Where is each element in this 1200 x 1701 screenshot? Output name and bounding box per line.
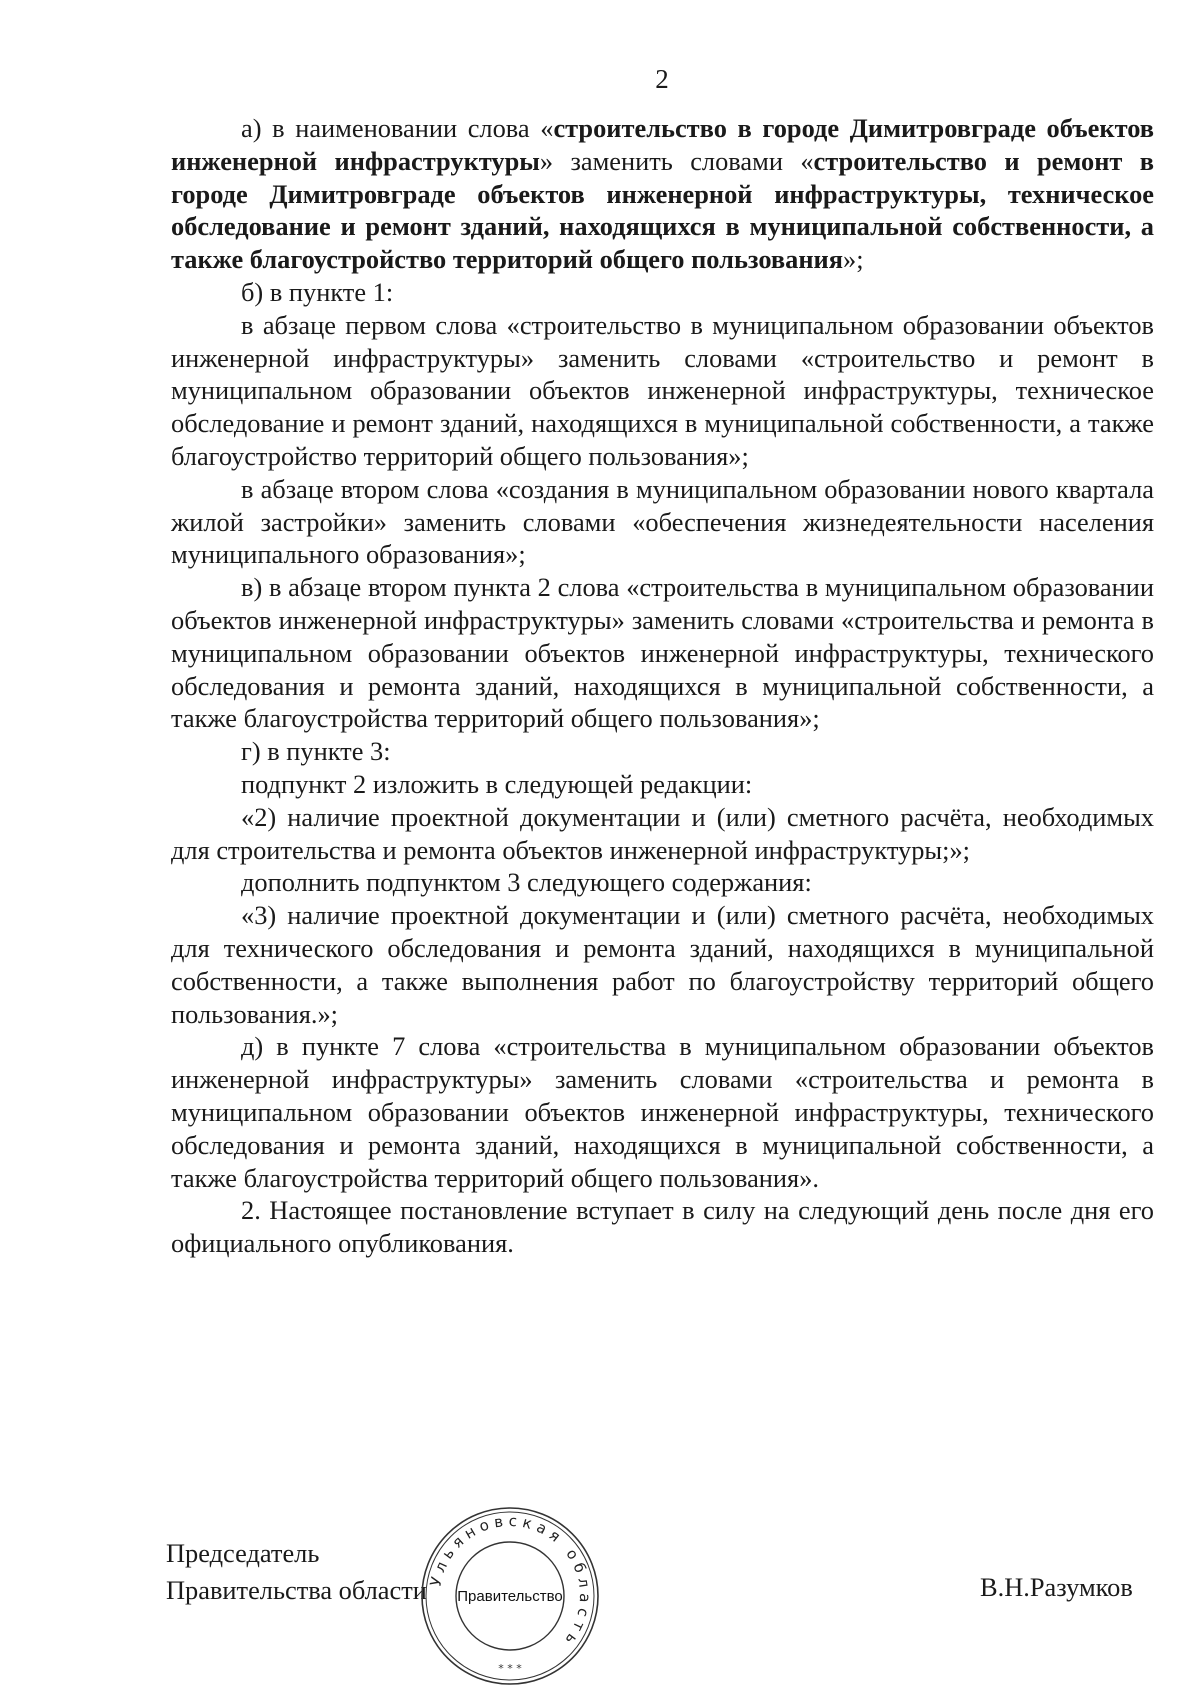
paragraph-b: б) в пункте 1:: [241, 276, 394, 307]
paragraph-g2: «2) наличие проектной документации и (или) сметного расчёта, необходимых для строительства и ремонта объектов инженерной инфраструктуры;»;: [171, 801, 1154, 865]
paragraph-b2: в абзаце втором слова «создания в муниципальном образовании нового квартала жилой застройки» заменить словами «обеспечения жизнедеятельности населения муниципального образования»;: [171, 473, 1154, 570]
paragraph-a-part: » заменить словами «: [539, 145, 814, 176]
seal-stars: * * *: [498, 1662, 522, 1675]
paragraph-a-bold-old: строительство в городе Димитровграде объектов инженерной инфраструктуры: [171, 113, 1154, 176]
signatory-title: [166, 1535, 427, 1609]
paragraph-2: 2. Настоящее постановление вступает в силу на следующий день после дня его официального опубликования.: [171, 1195, 1154, 1259]
paragraph-b1: в абзаце первом слова «строительство в муниципальном образовании объектов инженерной инфраструктуры» заменить словами «строительство и ремонт в муниципальном образовании объектов инженерной инфраструктуры, техническое обследование и ремонт зданий, находящихся в муниципальной собственности, а также благоустройство территорий общего пользования»;: [171, 309, 1154, 471]
signatory-title-line2: Правительства области: [166, 1575, 427, 1605]
signatory-title-line1: Председатель: [166, 1538, 320, 1568]
paragraph-a-part: а) в наименовании слова «: [241, 113, 554, 143]
paragraph-g1: подпункт 2 изложить в следующей редакции:: [241, 768, 753, 799]
paragraph-v: в) в абзаце втором пункта 2 слова «строительства в муниципальном образовании объектов инженерной инфраструктуры» заменить словами «строительства и ремонта в муниципальном образовании объектов инженерной инфраструктуры, технического обследования и ремонта зданий, находящихся в муниципальной собственности, а также благоустройства территорий общего пользования»;: [171, 572, 1154, 734]
seal-center-text: Правительство: [457, 1588, 563, 1605]
paragraph-a-part: »;: [843, 244, 864, 275]
official-seal: [418, 1504, 602, 1688]
page-number: 2: [655, 64, 669, 94]
signatory-name: В.Н.Разумков: [980, 1572, 1133, 1602]
paragraph-g: г) в пункте 3:: [241, 736, 391, 767]
seal-ring-text: Ульяновская область: [426, 1511, 595, 1653]
paragraph-a: [171, 112, 1154, 276]
document-body: [171, 112, 1154, 1260]
paragraph-d: д) в пункте 7 слова «строительства в муниципальном образовании объектов инженерной инфраструктуры» заменить словами «строительства и ремонта в муниципальном образовании объектов инженерной инфраструктуры, технического обследования и ремонта зданий, находящихся в муниципальной собственности, а также благоустройства территорий общего пользования».: [171, 1031, 1154, 1193]
paragraph-g4: «3) наличие проектной документации и (или) сметного расчёта, необходимых для технического обследования и ремонта зданий, находящихся в муниципальной собственности, а также выполнения работ по благоустройству территорий общего пользования.»;: [171, 900, 1154, 1029]
paragraph-g3: дополнить подпунктом 3 следующего содержания:: [241, 867, 812, 898]
paragraph-a-bold-new: строительство и ремонт в городе Димитровграде объектов инженерной инфраструктуры, техническое обследование и ремонт зданий, находящихся в муниципальной собственности, а также благоустройство территорий общего пользования: [171, 145, 1155, 275]
